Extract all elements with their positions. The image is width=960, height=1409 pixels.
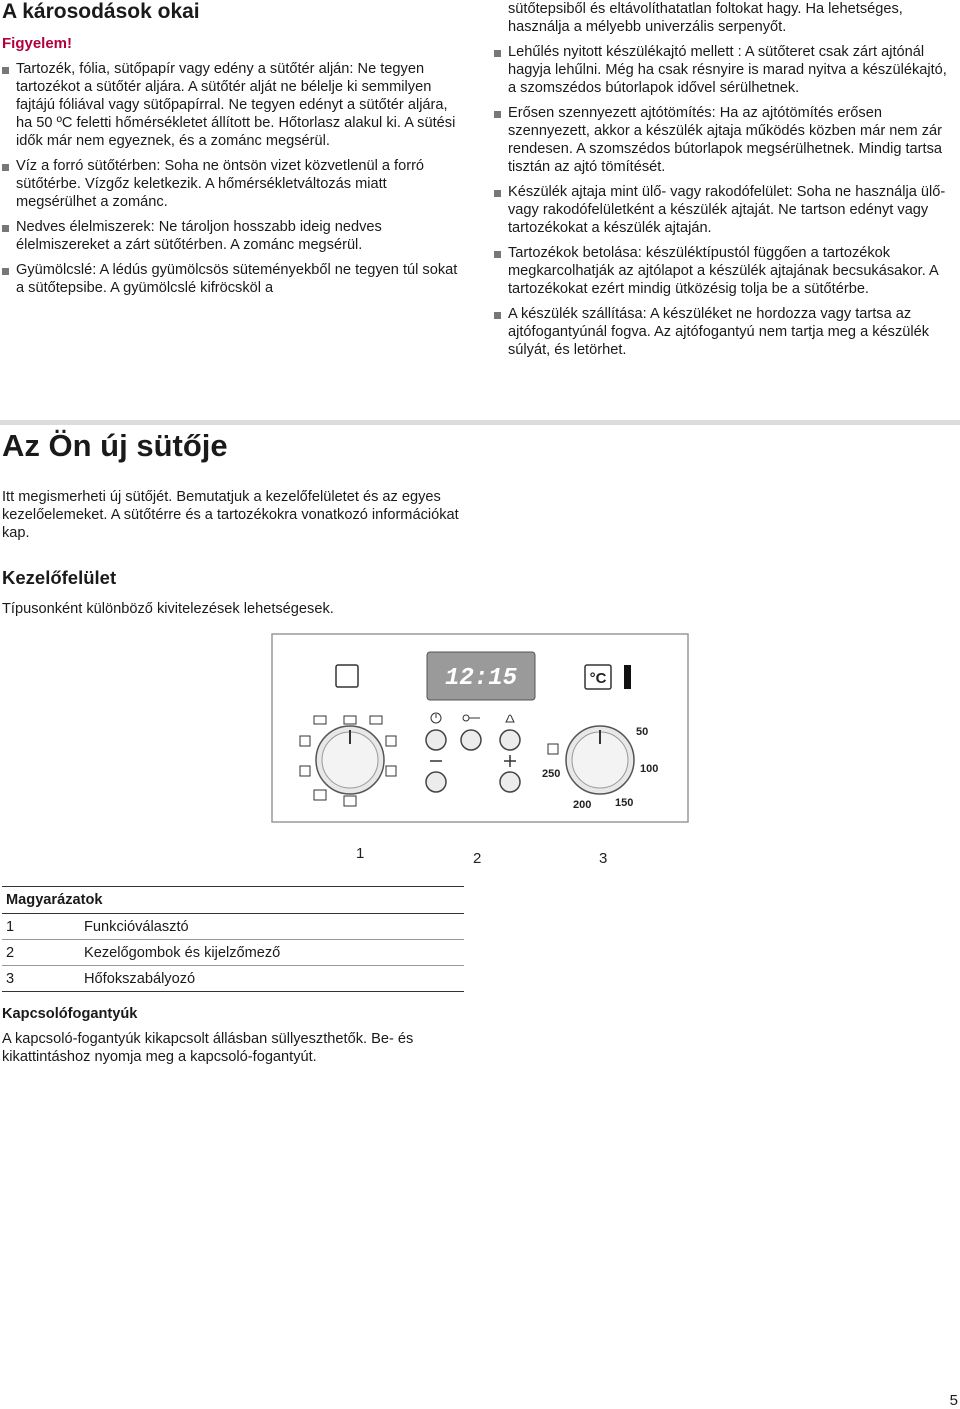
display-time: 12:15 [444, 665, 518, 692]
bullet-square-icon [494, 190, 501, 197]
warning-label: Figyelem! [2, 35, 73, 52]
heating-indicator [624, 665, 631, 689]
list-item [494, 305, 954, 359]
legend-table [2, 886, 464, 992]
temp-mark: 200 [573, 799, 592, 811]
damage-causes-list [2, 60, 464, 297]
intro-paragraph: Itt megismerheti új sütőjét. Bemutatjuk a kezelőfelületet és az egyes kezelőelemeket. A sütőtérre és a tartozékokra vonatkozó információkat kap. [2, 489, 459, 541]
new-oven-heading: Az Ön új sütője [2, 428, 228, 463]
list-item-text: A készülék szállítása: A készüléket ne hordozza vagy tartsa az ajtófogantyúnál fogva. Az ajtófogantyú nem tartja meg a készülék súlyát, és letörhet. [508, 306, 930, 358]
list-item [2, 157, 464, 211]
control-panel-heading: Kezelőfelület [2, 567, 117, 588]
power-button[interactable] [336, 665, 358, 687]
list-item-text: Készülék ajtaja mint ülő- vagy rakodófelület: Soha ne használja ülő- vagy rakodófelületként a készülék ajtaját. Ne tartson edényt vagy tartozékokat a készülék ajtaján. [508, 184, 946, 236]
control-panel-subtitle: Típusonként különböző kivitelezések lehetségesek. [2, 601, 334, 617]
list-item [494, 244, 954, 298]
bullet-square-icon [494, 111, 501, 118]
list-item-text: Tartozékok betolása: készüléktípustól függően a tartozékok megkarcolhatják az ajtólapot a készülék ajtajának becsukásakor. A tartozékokat ezért mindig ütközésig tolja be a sütőtérbe. [508, 245, 938, 297]
damage-causes-heading: A károsodások okai [2, 0, 200, 23]
list-item-text: Lehűlés nyitott készülékajtó mellett : A sütőteret csak zárt ajtónál hagyja lehűlni. Még ha csak résnyire is marad nyitva a készülékajtó, a szomszédos bútorlapok idővel sérülhetnek. [508, 44, 947, 96]
temp-mark: 250 [542, 768, 561, 780]
bullet-square-icon [2, 225, 9, 232]
lock-button[interactable] [461, 730, 481, 750]
continued-text: sütőtepsiből és eltávolíthatatlan foltokat hagy. Ha lehetséges, használja a mélyebb univerzális serpenyőt. [508, 1, 903, 35]
legend-number: 3 [2, 966, 80, 992]
right-column [494, 0, 954, 366]
timer-button[interactable] [426, 730, 446, 750]
switch-handles-text: A kapcsoló-fogantyúk kikapcsolt állásban süllyeszthetők. Be- és kikattintáshoz nyomja meg a kapcsoló-fogantyút. [2, 1031, 414, 1065]
plus-button[interactable] [500, 772, 520, 792]
list-item [2, 218, 464, 254]
left-column [2, 0, 464, 304]
list-item-text: Gyümölcslé: A lédús gyümölcsös süteményekből ne tegyen túl sokat a sütőtepsibe. A gyümölcslé kifröcsköl a [16, 262, 458, 296]
switch-handles-heading: Kapcsolófogantyúk [2, 1006, 138, 1022]
list-item [494, 183, 954, 237]
temperature-unit: °C [589, 670, 607, 687]
table-row [2, 940, 464, 966]
bullet-square-icon [2, 268, 9, 275]
list-item [2, 60, 464, 150]
list-item [2, 261, 464, 297]
list-item [494, 43, 954, 97]
page-number: 5 [949, 1392, 958, 1409]
alarm-button[interactable] [500, 730, 520, 750]
legend-text: Kezelőgombok és kijelzőmező [80, 940, 464, 966]
temp-mark: 50 [636, 726, 649, 738]
temp-mark: 150 [615, 797, 634, 809]
table-row [2, 914, 464, 940]
bullet-square-icon [494, 50, 501, 57]
list-item [494, 104, 954, 176]
legend-text: Funkcióválasztó [80, 914, 464, 940]
control-panel-illustration [270, 632, 690, 872]
bullet-square-icon [494, 251, 501, 258]
list-item-text: Nedves élelmiszerek: Ne tároljon hosszabb ideig nedves élelmiszereket a zárt sütőtérben. A zománc megsérül. [16, 219, 382, 253]
minus-button[interactable] [426, 772, 446, 792]
list-item-text: Tartozék, fólia, sütőpapír vagy edény a sütőtér alján: Ne tegyen tartozékot a sütőtér aljára. A sütőtér alját ne bélelje ki semmilyen fajtájú fóliával vagy sütőpapírral. Ne tegyen edényt a sütőtér aljára, ha 50 ºC feletti hőmérsékletet állított be. Hőtorlasz alakul ki. A sütési idők már nem egyeznek, és a zománc megsérül. [16, 61, 456, 149]
table-row [2, 966, 464, 992]
legend-title: Magyarázatok [2, 887, 464, 914]
legend-text: Hőfokszabályozó [80, 966, 464, 992]
damage-causes-list-continued [494, 43, 954, 359]
callout-number: 1 [356, 845, 365, 862]
list-item-text: Erősen szennyezett ajtótömítés: Ha az ajtótömítés erősen szennyezett, akkor a készülék ajtaja működés közben már nem zár rendesen. A szomszédos bútorlapok megsérülhetnek. Mindig tartsa tisztán az ajtó tömítését. [508, 105, 942, 175]
temp-mark: 100 [640, 763, 659, 775]
callout-number: 3 [599, 850, 608, 867]
list-item-text: Víz a forró sütőtérben: Soha ne öntsön vizet közvetlenül a forró sütőtérbe. Vízgőz keletkezik. A hőmérsékletváltozás miatt megsérülhet a zománc. [16, 158, 425, 210]
bullet-square-icon [2, 67, 9, 74]
legend-number: 2 [2, 940, 80, 966]
bullet-square-icon [494, 312, 501, 319]
bullet-square-icon [2, 164, 9, 171]
callout-number: 2 [473, 850, 482, 867]
legend-number: 1 [2, 914, 80, 940]
